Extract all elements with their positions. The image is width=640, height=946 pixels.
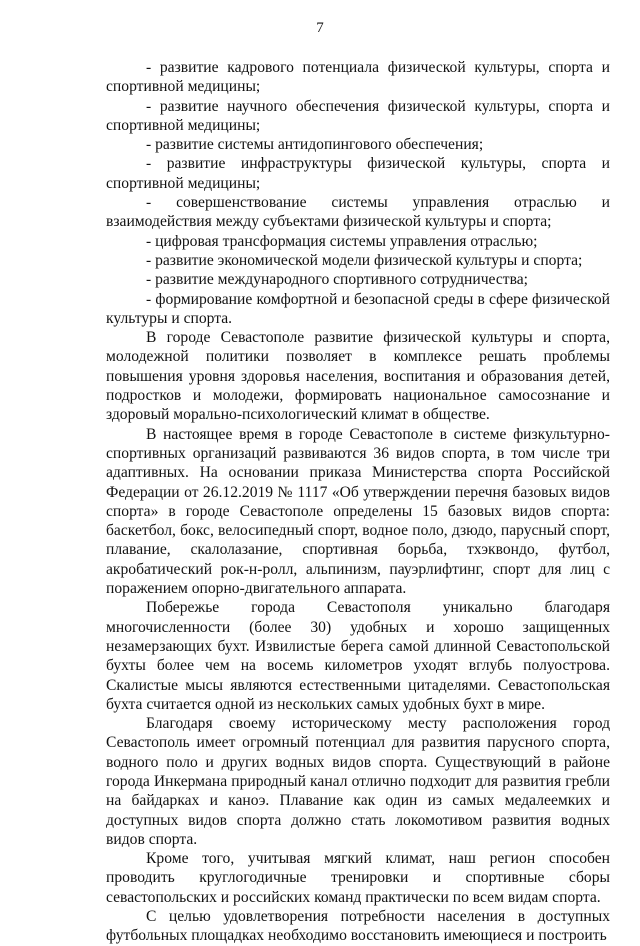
paragraph-coast: Побережье города Севастополя уникально благодаря многочисленности (более 30) удобных и хорошо защищенных незамерзающих бухт. Извилистые берега самой длинной Севастопольской бухты более чем на восемь километров уходят вглубь полуострова. Скалистые мысы являются естественными цитаделями. Севастопольская бухта считается одной из нескольких самых удобных бухт в мире. — [106, 599, 610, 713]
paragraph-football: С целью удовлетворения потребности населения в доступных футбольных площадках необходимо восстановить имеющиеся и построить — [106, 908, 610, 945]
list-item-safe-environment: - формирование комфортной и безопасной среды в сфере физической культуры и спорта. — [106, 290, 610, 327]
list-item-personnel: - развитие кадрового потенциала физической культуры, спорта и спортивной медицины; — [106, 59, 610, 96]
paragraph-climate: Кроме того, учитывая мягкий климат, наш регион способен проводить круглогодичные тренировки и спортивные сборы севастопольских и российских команд практически по всем видам спорта. — [106, 850, 610, 906]
document-body — [106, 58, 610, 946]
list-item-antidoping: - развитие системы антидопингового обеспечения; — [146, 136, 484, 154]
list-item-digital: - цифровая трансформация системы управления отраслью; — [146, 232, 538, 250]
list-item-international: - развитие международного спортивного сотрудничества; — [146, 271, 529, 289]
paragraph-water-sports: Благодаря своему историческому месту расположения город Севастополь имеет огромный потенциал для развития парусного спорта, водного поло и других водных видов спорта. Существующий в районе города Инкермана природный канал отлично подходит для развития гребли на байдарках и каноэ. Плавание как один из самых медалеемких и доступных видов спорта должно стать локомотивом развития водных видов спорта. — [106, 715, 610, 848]
list-item-economic-model: - развитие экономической модели физической культуры и спорта; — [146, 251, 583, 269]
page-number: 7 — [316, 20, 324, 36]
paragraph-development: В городе Севастополе развитие физической культуры и спорта, молодежной политики позволяет в комплексе решать проблемы повышения уровня здоровья населения, воспитания и образования детей, подростков и молодежи, формировать национальное самосознание и здоровый морально-психологический климат в обществе. — [106, 329, 610, 424]
list-item-science: - развитие научного обеспечения физической культуры, спорта и спортивной медицины; — [106, 97, 610, 134]
paragraph-sports-types: В настоящее время в городе Севастополе в системе физкультурно-спортивных организаций развиваются 36 видов спорта, в том числе три адаптивных. На основании приказа Министерства спорта Российской Федерации от 26.12.2019 № 1117 «Об утверждении перечня базовых видов спорта» в городе Севастополе определены 15 базовых видов спорта: баскетбол, бокс, велосипедный спорт, водное поло, дзюдо, парусный спорт, плавание, скалолазание, спортивная борьба, тхэквондо, футбол, акробатический рок-н-ролл, альпинизм, пауэрлифтинг, спорт для лиц с поражением опорно-двигательного аппарата. — [106, 425, 610, 598]
list-item-management: - совершенствование системы управления отраслью и взаимодействия между субъектами физической культуры и спорта; — [106, 194, 610, 231]
list-item-infrastructure: - развитие инфраструктуры физической культуры, спорта и спортивной медицины; — [106, 155, 610, 192]
